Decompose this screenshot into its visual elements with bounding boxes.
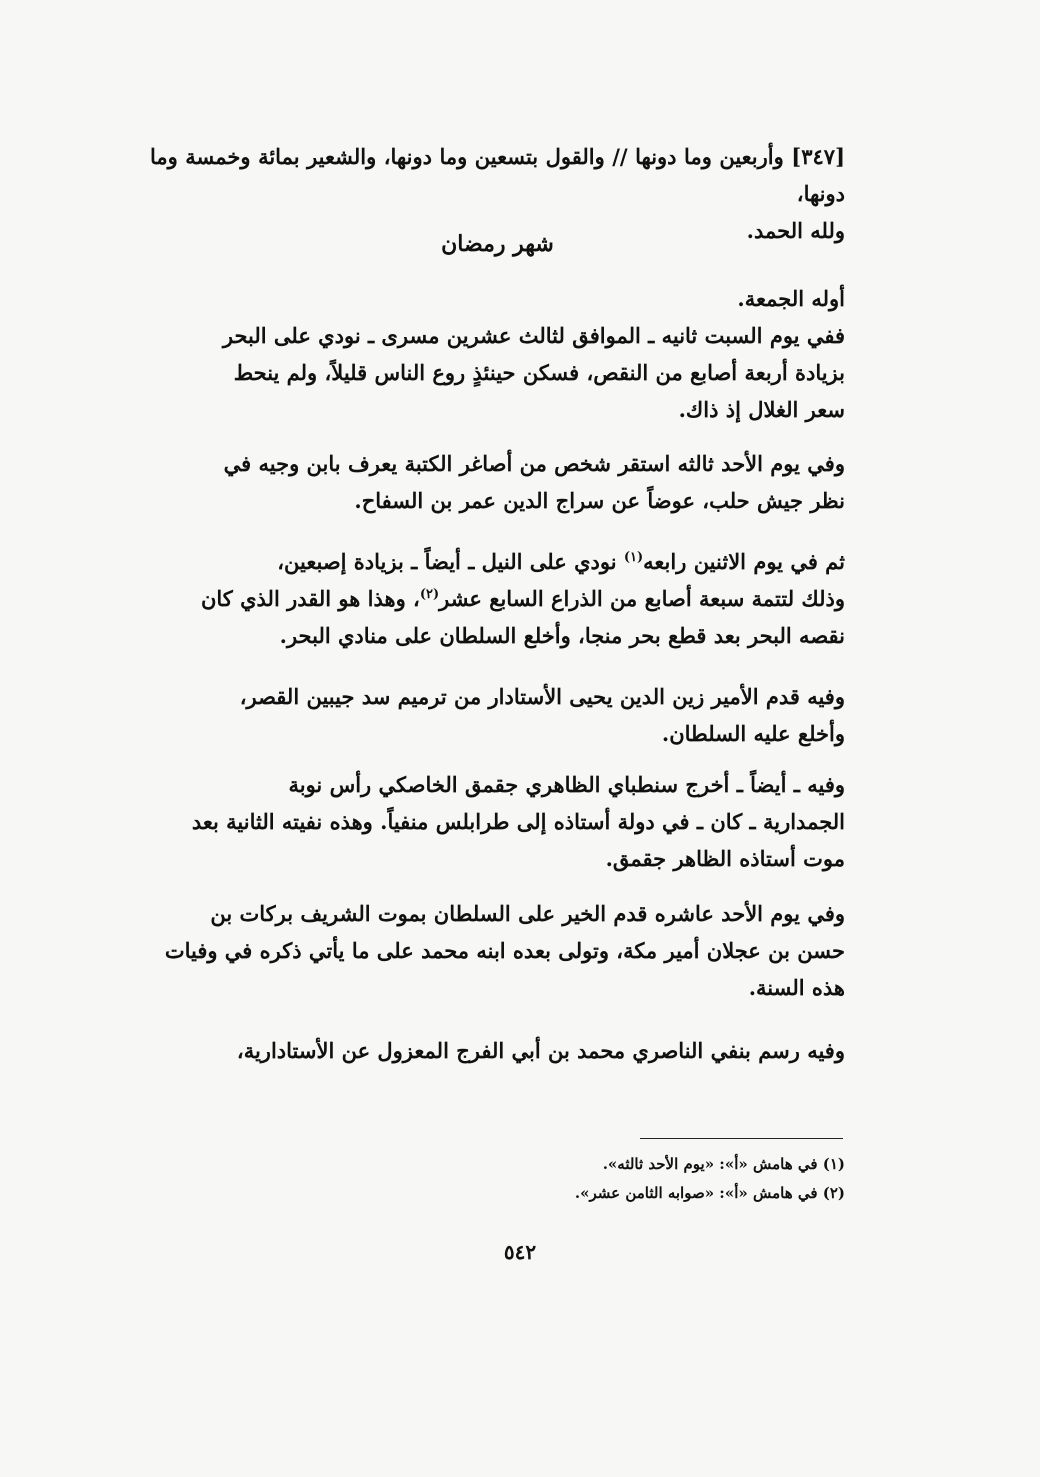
p3-line-3: نقصه البحر بعد قطع بحر منجا، وأخلع السلطان على منادي البحر.	[279, 623, 845, 648]
paragraph-2	[150, 445, 845, 519]
footnote-ref-2: (٢)	[419, 587, 440, 602]
page-number: ٥٤٢	[503, 1240, 537, 1264]
p3-line-2	[150, 580, 845, 617]
paragraph-4	[150, 678, 845, 752]
paragraph-5	[150, 766, 845, 877]
footnote-divider	[640, 1138, 843, 1139]
section-heading: شهر رمضان	[441, 231, 554, 257]
p6-line-3: هذه السنة.	[748, 975, 845, 1000]
p5-line-3: موت أستاذه الظاهر جقمق.	[605, 846, 845, 871]
p3-line-2-start: وذلك لتتمة سبعة أصابع من الذراع السابع عشر	[439, 586, 845, 611]
footnote-ref-1: (١)	[623, 550, 644, 565]
intro-line-2: ولله الحمد.	[746, 218, 845, 243]
p1-line-4: سعر الغلال إذ ذاك.	[678, 397, 845, 422]
p2-line-2: نظر جيش حلب، عوضاً عن سراج الدين عمر بن السفاح.	[354, 488, 845, 513]
footnote-2: (٢) في هامش «أ»: «صوابه الثامن عشر».	[574, 1184, 845, 1202]
p5-line-1: وفيه ـ أيضاً ـ أخرج سنطباي الظاهري جقمق الخاصكي رأس نوبة	[288, 772, 845, 797]
p1-line-1: أوله الجمعة.	[737, 286, 845, 311]
p5-line-2: الجمدارية ـ كان ـ في دولة أستاذه إلى طرابلس منفياً. وهذه نفيته الثانية بعد	[191, 809, 845, 834]
p3-line-1-start: ثم في يوم الاثنين رابعه	[643, 549, 845, 574]
p1-line-3: بزيادة أربعة أصابع من النقص، فسكن حينئذٍ روع الناس قليلاً، ولم ينحط	[233, 360, 845, 385]
p7-line-1: وفيه رسم بنفي الناصري محمد بن أبي الفرج المعزول عن الأستادارية،	[236, 1038, 845, 1063]
p1-line-2: ففي يوم السبت ثانيه ـ الموافق لثالث عشرين مسرى ـ نودي على البحر	[222, 323, 845, 348]
p2-line-1: وفي يوم الأحد ثالثه استقر شخص من أصاغر الكتبة يعرف بابن وجيه في	[223, 451, 845, 476]
paragraph-7	[150, 1032, 845, 1069]
paragraph-1	[150, 280, 845, 428]
p3-line-2-end: ، وهذا هو القدر الذي كان	[200, 586, 420, 611]
p6-line-1: وفي يوم الأحد عاشره قدم الخير على السلطان بموت الشريف بركات بن	[210, 901, 845, 926]
p6-line-2: حسن بن عجلان أمير مكة، وتولى بعده ابنه محمد على ما يأتي ذكره في وفيات	[164, 938, 845, 963]
p4-line-1: وفيه قدم الأمير زين الدين يحيى الأستادار من ترميم سد جيبين القصر،	[239, 684, 845, 709]
footnotes	[400, 1150, 845, 1208]
p3-line-1	[150, 543, 845, 580]
p4-line-2: وأخلع عليه السلطان.	[661, 721, 845, 746]
intro-line-1: [٣٤٧] وأربعين وما دونها // والقول بتسعين وما دونها، والشعير بمائة وخمسة وما دونها،	[150, 144, 845, 206]
paragraph-3	[150, 543, 845, 654]
p3-line-1-end: نودي على النيل ـ أيضاً ـ بزيادة إصبعين،	[277, 549, 624, 574]
paragraph-6	[150, 895, 845, 1006]
footnote-1: (١) في هامش «أ»: «يوم الأحد ثالثه».	[602, 1155, 845, 1173]
